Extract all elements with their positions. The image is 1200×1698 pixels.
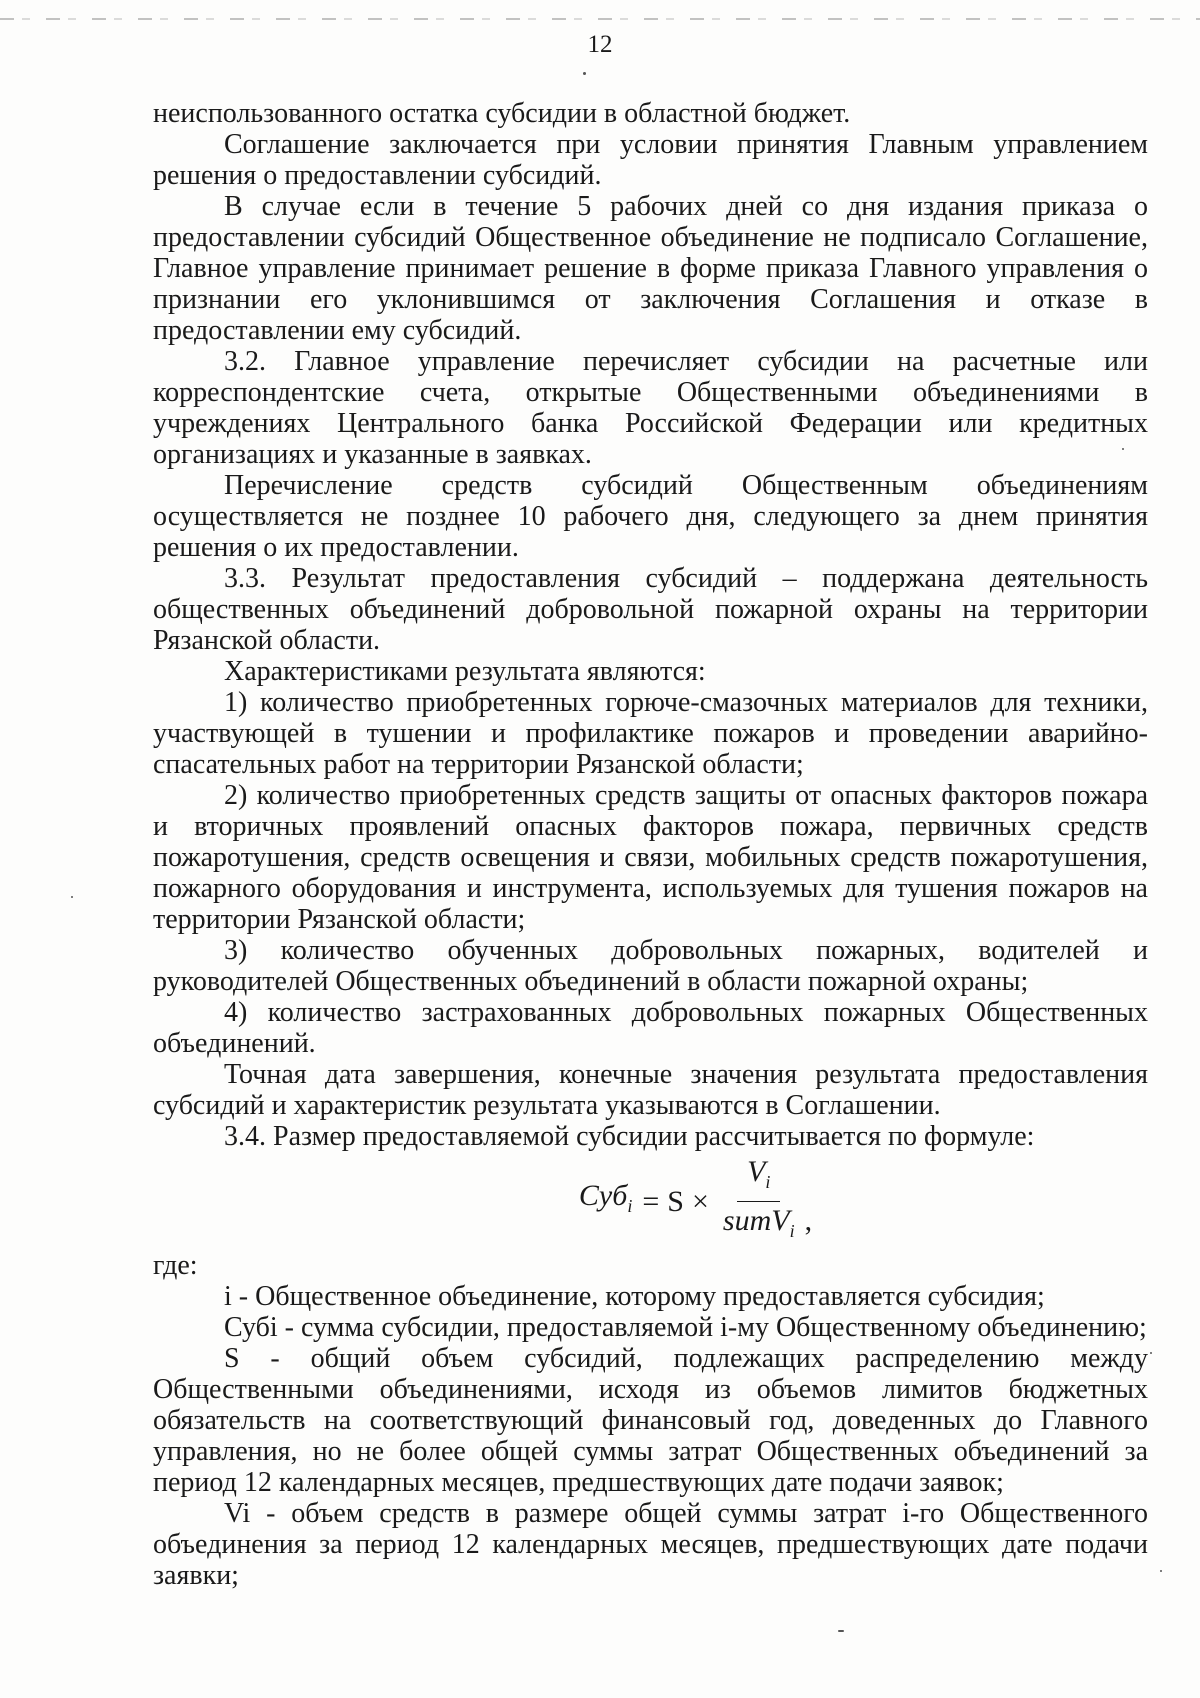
definitions-intro: где: bbox=[153, 1250, 198, 1281]
scan-speck bbox=[1122, 448, 1124, 450]
formula-denominator bbox=[713, 1202, 805, 1248]
document-body bbox=[153, 98, 1148, 1591]
scan-speck bbox=[71, 896, 73, 898]
formula-numerator-symbol: V bbox=[747, 1154, 766, 1188]
subsidy-formula bbox=[153, 1152, 1148, 1250]
definition-item: i - Общественное объединение, которому предоставляется субсидия; bbox=[224, 1281, 1045, 1312]
list-item: 1) количество приобретенных горюче-смазочных материалов для техники, участвующей в тушении и профилактике пожаров и проведении аварийно-спасательных работ на территории Рязанской области; bbox=[153, 687, 1148, 780]
formula-numerator bbox=[737, 1155, 780, 1202]
paragraph: 3.2. Главное управление перечисляет субсидии на расчетные или корреспондентские счета, открытые Общественными объединениями в учреждениях Центрального банка Российской Федерации или кредитных организациях и указанные в заявках. bbox=[153, 346, 1148, 470]
list-item: 4) количество застрахованных добровольных пожарных Общественных объединений. bbox=[153, 997, 1148, 1059]
formula-denominator-subscript: i bbox=[789, 1220, 795, 1241]
formula-fraction bbox=[713, 1155, 805, 1248]
formula-comma: , bbox=[804, 1204, 813, 1237]
scan-speck bbox=[1150, 1352, 1152, 1354]
paragraph: 3.4. Размер предоставляемой субсидии рассчитывается по формуле: bbox=[224, 1121, 1035, 1152]
definition-item: S - общий объем субсидий, подлежащих распределению между Общественными объединениями, исходя из объемов лимитов бюджетных обязательств на соответствующий финансовый год, доведенных до Главного управления, но не более общей суммы затрат Общественных объединений за период 12 календарных месяцев, предшествующих дате подачи заявок; bbox=[153, 1343, 1148, 1498]
formula-lhs bbox=[579, 1180, 632, 1222]
scan-edge-artifact bbox=[0, 18, 1200, 20]
paragraph: 3.3. Результат предоставления субсидий – поддержана деятельность общественных объединений добровольной пожарной охраны на территории Рязанской области. bbox=[153, 563, 1148, 656]
formula-equals: = bbox=[642, 1184, 660, 1218]
paragraph: В случае если в течение 5 рабочих дней со дня издания приказа о предоставлении субсидий Общественное объединение не подписало Соглашение, Главное управление принимает решение в форме приказа Главного управления о признании его уклонившимся от заключения Соглашения и отказе в предоставлении ему субсидий. bbox=[153, 191, 1148, 346]
formula-lhs-subscript: i bbox=[627, 1196, 633, 1216]
formula-denominator-symbol: sumV bbox=[722, 1203, 790, 1237]
paragraph: Характеристиками результата являются: bbox=[224, 656, 706, 687]
list-item: 3) количество обученных добровольных пожарных, водителей и руководителей Общественных объединений в области пожарной охраны; bbox=[153, 935, 1148, 997]
formula-coefficient: S bbox=[667, 1184, 684, 1218]
formula-numerator-subscript: i bbox=[765, 1171, 771, 1192]
paragraph: неиспользованного остатка субсидии в областной бюджет. bbox=[153, 98, 851, 129]
paragraph: Соглашение заключается при условии принятия Главным управлением решения о предоставлении субсидий. bbox=[153, 129, 1148, 191]
scan-speck bbox=[1160, 1570, 1162, 1572]
definition-item: Субi - сумма субсидии, предоставляемой i-му Общественному объединению; bbox=[224, 1312, 1147, 1343]
formula-lhs-symbol: Суб bbox=[578, 1179, 628, 1212]
scan-speck bbox=[838, 1630, 844, 1632]
list-item: 2) количество приобретенных средств защиты от опасных факторов пожара и вторичных проявлений опасных факторов пожара, первичных средств пожаротушения, средств освещения и связи, мобильных средств пожаротушения, пожарного оборудования и инструмента, используемых для тушения пожаров на территории Рязанской области; bbox=[153, 780, 1148, 935]
paragraph: Точная дата завершения, конечные значения результата предоставления субсидий и характеристик результата указываются в Соглашении. bbox=[153, 1059, 1148, 1121]
page-number: 12 bbox=[587, 31, 613, 58]
definition-item: Vi - объем средств в размере общей суммы затрат i-го Общественного объединения за период 12 календарных месяцев, предшествующих дате подачи заявки; bbox=[153, 1498, 1148, 1591]
scan-speck bbox=[583, 72, 586, 75]
formula-times: × bbox=[691, 1184, 709, 1218]
paragraph: Перечисление средств субсидий Общественным объединениям осуществляется не позднее 10 рабочего дня, следующего за днем принятия решения о их предоставлении. bbox=[153, 470, 1148, 563]
